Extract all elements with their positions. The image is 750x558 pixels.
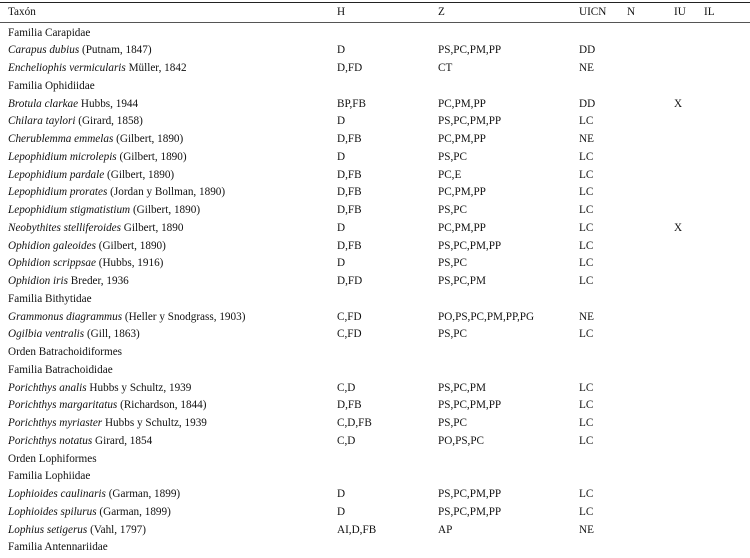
header-z: Z [438,6,445,18]
taxon-cell [8,219,183,237]
group-label: Familia Carapidae [8,26,91,39]
z-cell: PC,E [438,168,462,181]
group-row [0,24,750,42]
group-row [0,450,750,468]
h-cell: C,D,FB [337,417,372,429]
table-row [0,521,750,539]
group-row [0,538,750,556]
header-taxon: Taxón [8,6,36,18]
group-row [0,290,750,308]
scientific-name: Lepophidium microlepis [8,150,117,163]
z-cell: PS,PC [438,204,467,216]
h-cell: D [337,115,346,128]
uicn-cell: LC [579,434,594,447]
uicn-cell: LC [579,417,594,429]
uicn-cell: DD [579,97,596,110]
uicn-cell: NE [579,62,594,74]
group-label: Orden Lophiformes [8,452,97,465]
z-cell: PS,PC,PM [438,381,486,394]
scientific-name: Chilara taylori [8,115,76,128]
uicn-cell: LC [579,204,594,216]
scientific-name: Lophius setigerus [8,523,88,536]
z-cell: PC,PM,PP [438,186,486,199]
taxon-cell [8,112,143,130]
header-n: N [627,6,636,18]
taxon-cell [8,396,206,414]
table-row [0,130,750,148]
h-cell: D,FB [337,239,362,252]
taxon-authority: Girard, 1854 [92,434,153,447]
uicn-cell: LC [579,257,594,270]
taxon-authority: Hubbs y Schultz, 1939 [86,381,192,394]
table-row [0,379,750,397]
taxon-cell [8,308,245,326]
uicn-cell: NE [579,523,594,536]
uicn-cell: LC [579,186,594,199]
group-row [0,361,750,379]
table-row [0,183,750,201]
taxon-authority: (Vahl, 1797) [87,523,146,536]
taxon-cell [8,254,163,272]
taxon-cell [8,41,152,59]
scientific-name: Ogilbia ventralis [8,328,85,341]
scientific-name: Ophidion galeoides [8,239,96,252]
table-row [0,308,750,326]
taxon-authority: (Gilbert, 1890) [95,239,166,252]
taxon-authority: (Hubbs, 1916) [95,257,164,270]
h-cell: D [337,488,346,500]
z-cell: PC,PM,PP [438,133,486,145]
uicn-cell: LC [579,505,594,518]
z-cell: PS,PC,PM [438,275,486,287]
scientific-name: Lophioides spilurus [8,505,97,518]
taxon-authority: Hubbs y Schultz, 1939 [102,417,207,429]
taxon-cell [8,183,225,201]
table-row [0,219,750,237]
scientific-name: Ophidion scrippsae [8,257,96,270]
table-row [0,396,750,414]
z-cell: AP [438,523,453,536]
scientific-name: Grammonus diagrammus [8,310,123,323]
taxon-cell [8,148,187,166]
scientific-name: Ophidion iris [8,275,68,287]
taxon-cell [8,272,129,290]
h-cell: D,FB [337,133,362,145]
group-label: Familia Lophiidae [8,470,91,483]
scientific-name: Lophioides caulinaris [8,488,106,500]
taxon-authority: (Heller y Snodgrass, 1903) [122,310,246,323]
z-cell: PS,PC [438,417,467,429]
taxon-authority: Hubbs, 1944 [78,97,139,110]
table-row [0,325,750,343]
h-cell: C,FD [337,328,362,341]
taxon-authority: (Gilbert, 1890) [104,168,175,181]
table-row [0,201,750,219]
table-row [0,272,750,290]
taxon-authority: (Gill, 1863) [84,328,140,341]
uicn-cell: LC [579,239,594,252]
taxon-cell [8,95,138,113]
z-cell: PO,PS,PC,PM,PP,PG [438,310,535,323]
table-row [0,485,750,503]
z-cell: PS,PC [438,257,467,270]
table-row [0,59,750,77]
group-row [0,77,750,95]
taxon-authority: (Gilbert, 1890) [113,133,184,145]
h-cell: D,FB [337,168,362,181]
h-cell: D [337,505,346,518]
taxon-cell [8,414,207,432]
taxon-authority: Müller, 1842 [125,62,187,74]
taxon-authority: (Garman, 1899) [105,488,181,500]
group-row [0,467,750,485]
group-label: Familia Batrachoididae [8,363,113,376]
scientific-name: Cherublemma emmelas [8,133,114,145]
header-il: IL [704,6,715,18]
uicn-cell: LC [579,221,594,234]
z-cell: PS,PC,PM,PP [438,399,502,412]
taxon-authority: Gilbert, 1890 [121,221,184,234]
table-row [0,503,750,521]
z-cell: CT [438,62,453,74]
taxon-authority: (Gilbert, 1890) [130,204,201,216]
table-row [0,432,750,450]
h-cell: C,FD [337,310,362,323]
z-cell: PS,PC [438,150,467,163]
table-row [0,112,750,130]
h-cell: D [337,150,346,163]
taxon-cell [8,432,152,450]
taxon-cell [8,485,180,503]
taxon-cell [8,130,183,148]
scientific-name: Porichthys margaritatus [8,399,118,412]
taxon-authority: Breder, 1936 [68,275,129,287]
z-cell: PS,PC,PM,PP [438,115,502,128]
iu-cell: X [674,221,683,234]
z-cell: PS,PC,PM,PP [438,488,502,500]
h-cell: D,FB [337,399,362,412]
uicn-cell: LC [579,381,594,394]
z-cell: PS,PC,PM,PP [438,505,502,518]
h-cell: D,FB [337,204,362,216]
taxon-authority: (Gilbert, 1890) [116,150,187,163]
table-row [0,254,750,272]
taxon-cell [8,59,187,77]
h-cell: D,FB [337,186,362,199]
z-cell: PC,PM,PP [438,97,486,110]
h-cell: D,FD [337,62,363,74]
scientific-name: Encheliophis vermicularis [8,62,126,74]
uicn-cell: LC [579,399,594,412]
scientific-name: Porichthys notatus [8,434,93,447]
z-cell: PC,PM,PP [438,221,486,234]
h-cell: D,FD [337,275,363,287]
z-cell: PS,PC,PM,PP [438,44,502,57]
table-row [0,148,750,166]
scientific-name: Carapus dubius [8,44,80,57]
h-cell: C,D [337,381,356,394]
uicn-cell: LC [579,275,594,287]
scientific-name: Lepophidium stigmatistium [8,204,131,216]
h-cell: AI,D,FB [337,523,377,536]
scientific-name: Brotula clarkae [8,97,79,110]
taxon-cell [8,325,140,343]
taxon-cell [8,521,146,539]
z-cell: PO,PS,PC [438,434,485,447]
uicn-cell: LC [579,115,594,128]
uicn-cell: LC [579,150,594,163]
taxon-cell [8,201,200,219]
scientific-name: Lepophidium pardale [8,168,105,181]
scientific-name: Neobythites stelliferoides [8,221,121,234]
taxon-authority: (Garman, 1899) [96,505,171,518]
group-row [0,343,750,361]
uicn-cell: NE [579,133,594,145]
iu-cell: X [674,97,683,110]
taxon-authority: (Jordan y Bollman, 1890) [107,186,226,199]
taxon-cell [8,166,174,184]
taxon-authority: (Richardson, 1844) [117,399,207,412]
scientific-name: Lepophidium prorates [8,186,108,199]
z-cell: PS,PC [438,328,467,341]
group-label: Orden Batrachoidiformes [8,346,123,358]
taxon-authority: (Girard, 1858) [75,115,143,128]
table-row [0,41,750,59]
group-label: Familia Ophidiidae [8,79,95,92]
uicn-cell: LC [579,488,594,500]
h-cell: BP,FB [337,97,366,110]
scientific-name: Porichthys myriaster [8,417,103,429]
table-row [0,95,750,113]
table-row [0,414,750,432]
uicn-cell: LC [579,168,594,181]
h-cell: D [337,221,346,234]
uicn-cell: LC [579,328,594,341]
h-cell: D [337,257,346,270]
table-row [0,166,750,184]
z-cell: PS,PC,PM,PP [438,239,502,252]
table-row [0,237,750,255]
header-h: H [337,6,346,18]
group-label: Familia Bithytidae [8,292,92,305]
scientific-name: Porichthys analis [8,381,87,394]
header-iu: IU [674,6,686,18]
taxon-cell [8,379,191,397]
taxon-cell [8,503,171,521]
uicn-cell: DD [579,44,596,57]
header-uicn: UICN [579,6,607,18]
h-cell: D [337,44,346,57]
table-header-row [0,3,750,21]
taxon-cell [8,237,166,255]
uicn-cell: NE [579,310,594,323]
taxon-authority: (Putnam, 1847) [79,44,152,57]
group-label: Familia Antennariidae [8,541,108,554]
h-cell: C,D [337,434,356,447]
